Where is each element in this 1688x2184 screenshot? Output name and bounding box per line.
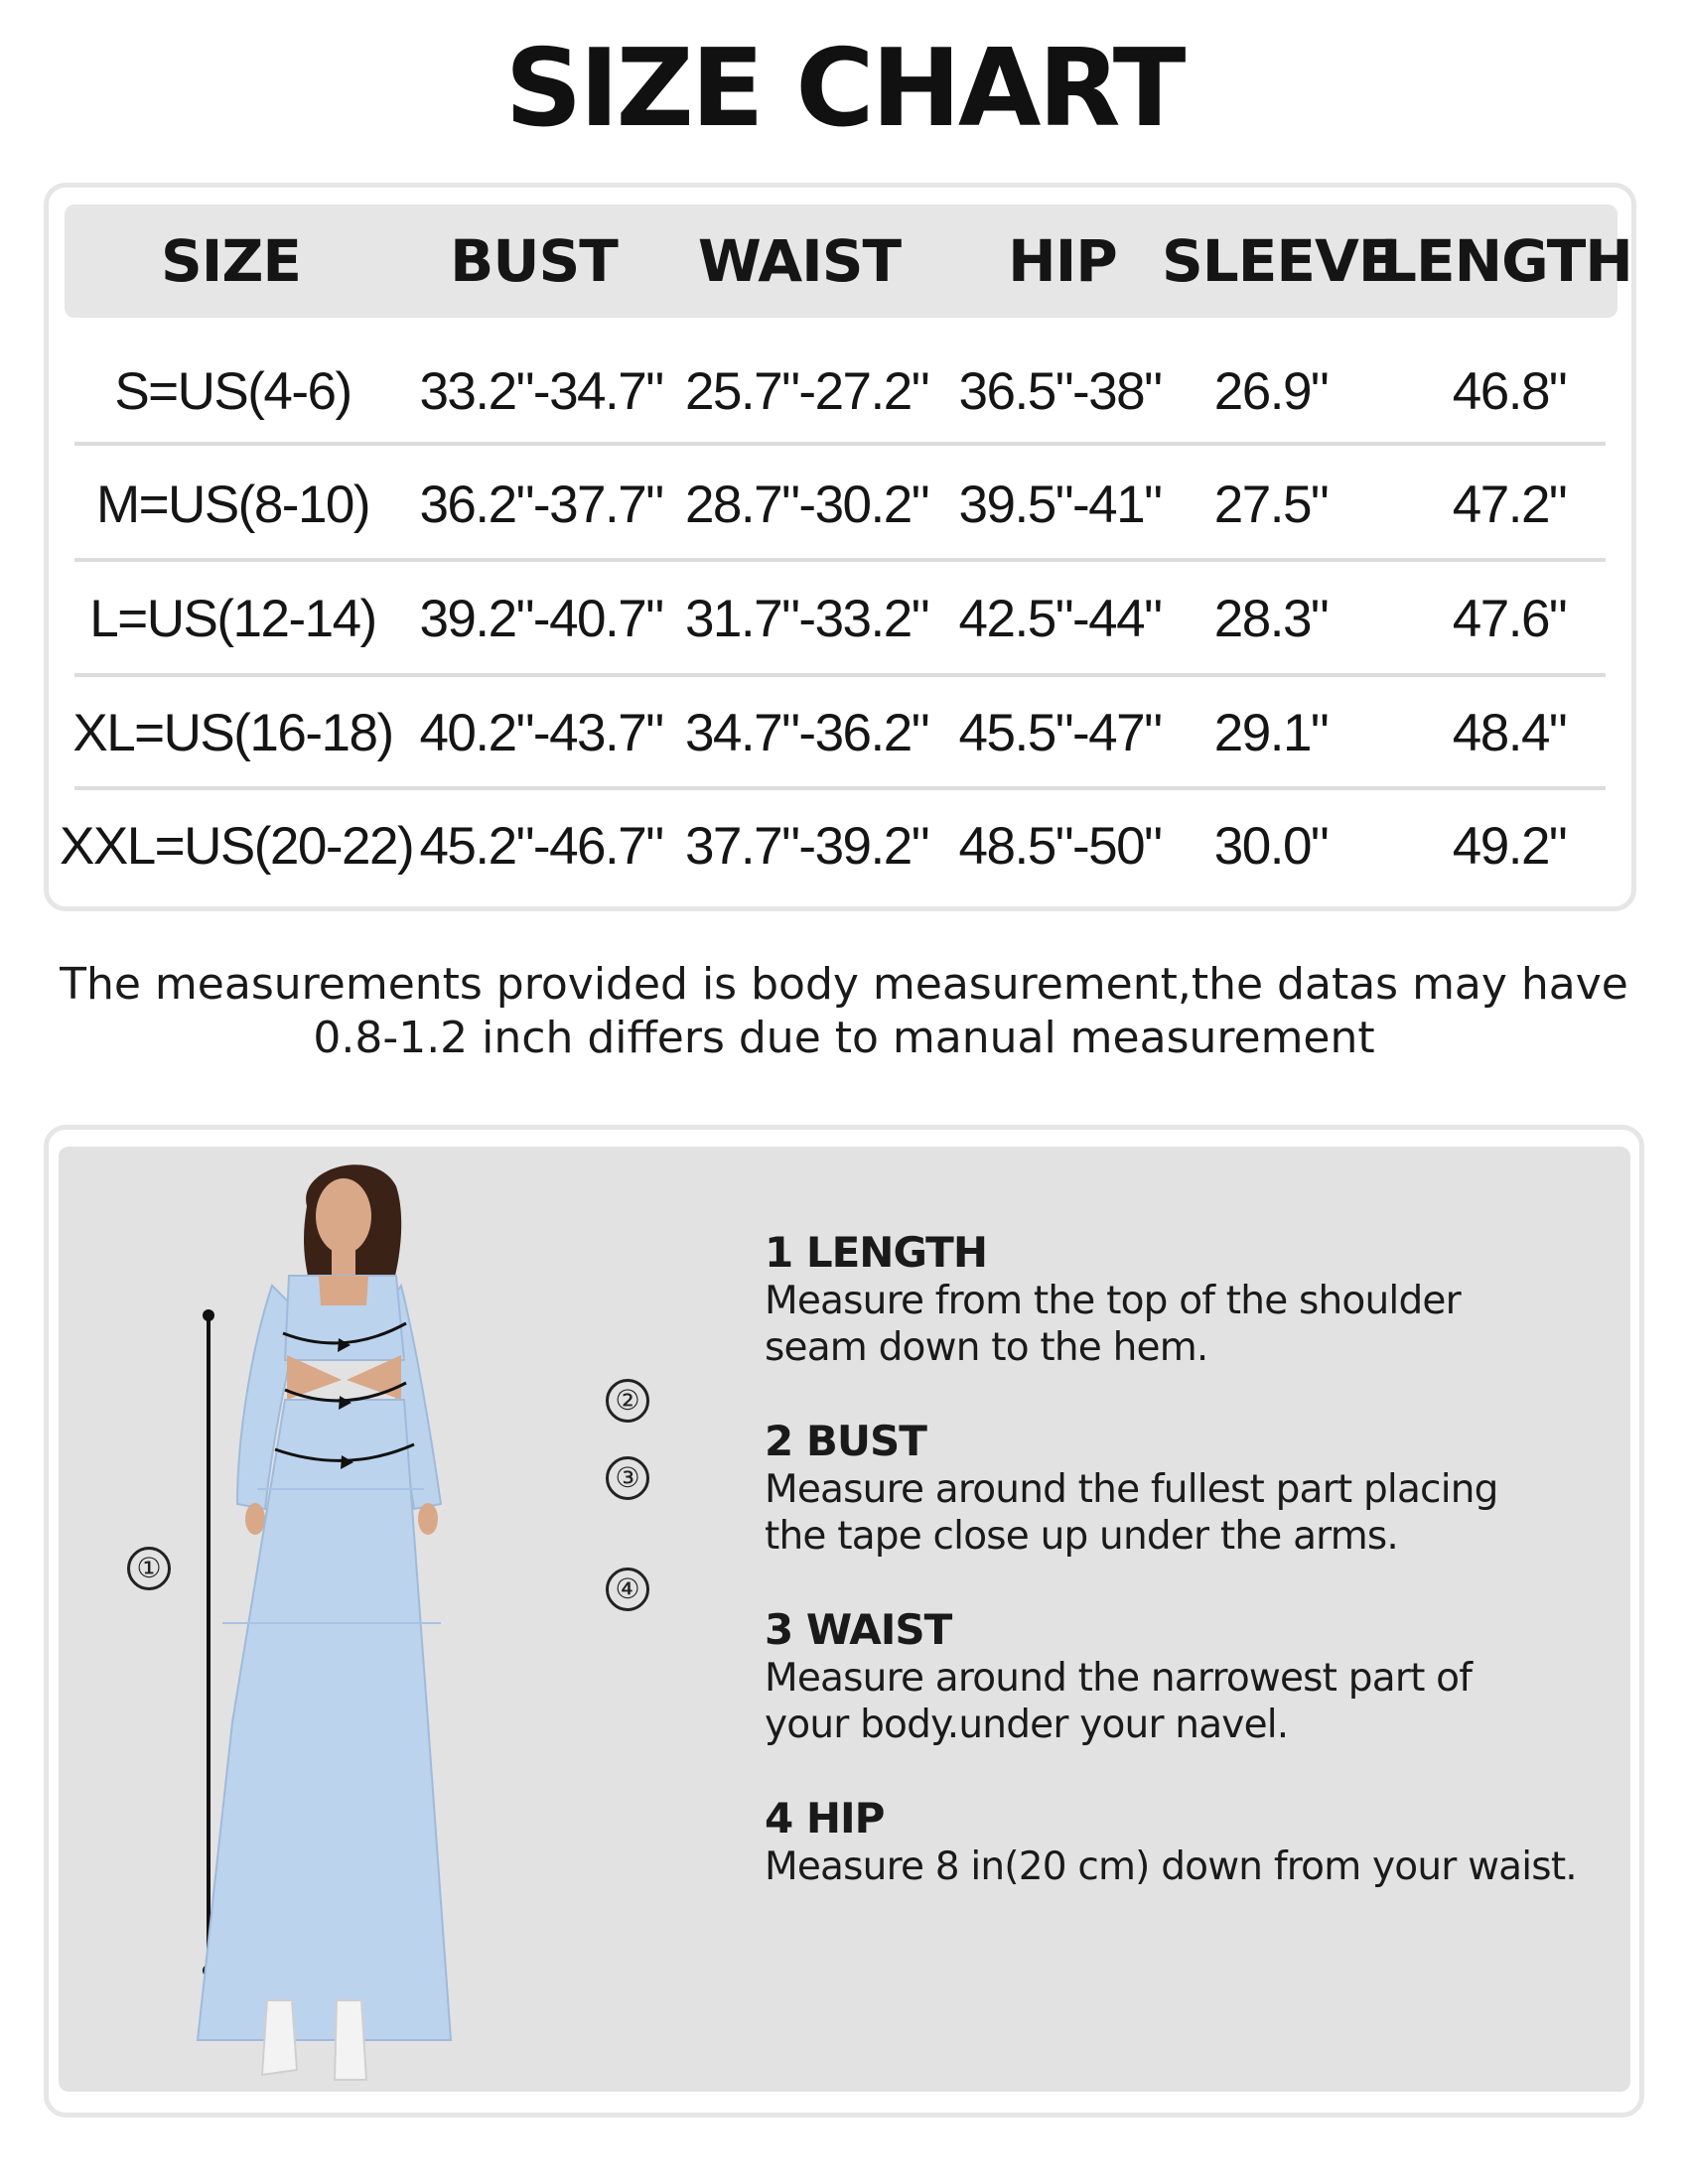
instruction-text: your body.under your navel. [765, 1703, 1289, 1747]
measurement-note [0, 958, 1688, 1065]
table-row [0, 449, 1688, 562]
row-divider [74, 558, 1606, 562]
cell-size: XL=US(16-18) [72, 704, 393, 762]
note-line-2: 0.8-1.2 inch differs due to manual measurement [313, 1013, 1375, 1063]
marker-1: ① [127, 1547, 171, 1590]
cell-hip: 36.5"-38" [958, 362, 1162, 421]
header-waist: WAIST [697, 227, 902, 295]
instruction-title: 1 LENGTH [765, 1228, 987, 1277]
row-divider [74, 442, 1606, 446]
header-bust: BUST [450, 227, 618, 295]
marker-2: ② [606, 1379, 649, 1423]
cell-length: 47.6" [1452, 590, 1567, 648]
cell-bust: 45.2"-46.7" [419, 817, 663, 876]
instruction-text: Measure around the narrowest part of [765, 1656, 1473, 1701]
cell-hip: 42.5"-44" [958, 590, 1162, 648]
instruction-bust [765, 1417, 1618, 1560]
cell-sleeve: 27.5" [1213, 476, 1329, 534]
cell-bust: 36.2"-37.7" [419, 476, 663, 534]
right-boot [335, 2000, 366, 2080]
cell-bust: 39.2"-40.7" [419, 590, 663, 648]
cell-sleeve: 26.9" [1213, 362, 1329, 421]
cutout-right [347, 1355, 401, 1400]
cell-waist: 31.7"-33.2" [684, 590, 929, 648]
instruction-hip [765, 1794, 1618, 1890]
marker-3: ③ [606, 1456, 649, 1500]
page-title: SIZE CHART [504, 27, 1184, 151]
cell-size: L=US(12-14) [89, 590, 376, 648]
table-row [0, 563, 1688, 676]
cell-bust: 40.2"-43.7" [419, 704, 663, 762]
header-hip: HIP [1008, 227, 1117, 295]
cell-waist: 37.7"-39.2" [684, 817, 929, 876]
header-sleeve: SLEEVE [1162, 227, 1397, 295]
cell-waist: 25.7"-27.2" [684, 362, 929, 421]
instruction-text: Measure from the top of the shoulder [765, 1279, 1461, 1323]
marker-4: ④ [606, 1568, 649, 1611]
cell-size: XXL=US(20-22) [60, 817, 414, 876]
header-size: SIZE [160, 227, 302, 295]
left-boot [262, 2000, 297, 2075]
instruction-text: seam down to the hem. [765, 1325, 1208, 1370]
table-row [0, 790, 1688, 903]
neckline-skin [319, 1276, 368, 1305]
cell-sleeve: 30.0" [1213, 817, 1329, 876]
instruction-title: 2 BUST [765, 1417, 926, 1465]
table-row [0, 677, 1688, 790]
instruction-title: 4 HIP [765, 1794, 885, 1843]
model-figure-illustration [59, 1147, 704, 2092]
cell-waist: 34.7"-36.2" [684, 704, 929, 762]
left-hand [245, 1503, 265, 1535]
cell-waist: 28.7"-30.2" [684, 476, 929, 534]
note-line-1: The measurements provided is body measurement,the datas may have [60, 959, 1628, 1010]
instruction-length [765, 1228, 1618, 1371]
instruction-waist [765, 1605, 1618, 1748]
instruction-text: Measure 8 in(20 cm) down from your waist. [765, 1844, 1577, 1889]
instruction-text: Measure around the fullest part placing [765, 1467, 1498, 1512]
cell-length: 47.2" [1452, 476, 1567, 534]
cell-hip: 48.5"-50" [958, 817, 1162, 876]
cell-hip: 39.5"-41" [958, 476, 1162, 534]
cell-length: 49.2" [1452, 817, 1567, 876]
face-shape [316, 1178, 371, 1254]
cell-bust: 33.2"-34.7" [419, 362, 663, 421]
header-length: LENGTH [1380, 227, 1632, 295]
length-line-top-dot [203, 1309, 214, 1321]
cell-sleeve: 28.3" [1213, 590, 1329, 648]
cell-size: S=US(4-6) [114, 362, 352, 421]
cell-size: M=US(8-10) [95, 476, 370, 534]
right-hand [418, 1503, 438, 1535]
table-row [0, 336, 1688, 449]
cell-sleeve: 29.1" [1213, 704, 1329, 762]
instruction-text: the tape close up under the arms. [765, 1514, 1399, 1559]
cell-hip: 45.5"-47" [958, 704, 1162, 762]
instruction-title: 3 WAIST [765, 1605, 952, 1654]
cell-length: 48.4" [1452, 704, 1567, 762]
cell-length: 46.8" [1452, 362, 1567, 421]
